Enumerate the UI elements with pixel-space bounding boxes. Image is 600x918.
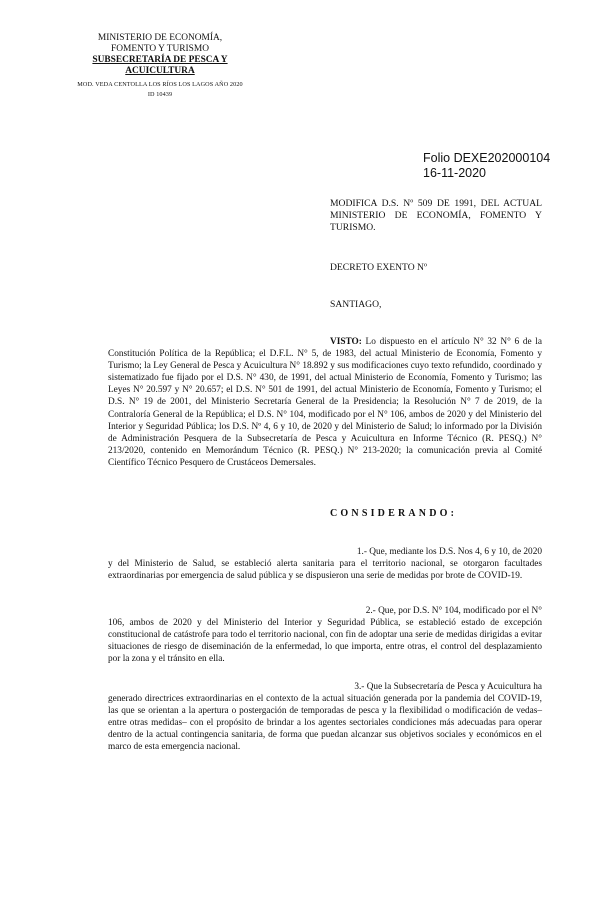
decree-subject: MODIFICA D.S. Nº 509 DE 1991, DEL ACTUAL MINISTERIO DE ECONOMÍA, FOMENTO Y TURISMO. <box>330 198 542 233</box>
folio-block <box>423 151 550 181</box>
considerando-title: CONSIDERANDO: <box>330 508 458 519</box>
place-label: SANTIAGO, <box>330 299 382 310</box>
ministry-line-2: FOMENTO Y TURISMO <box>111 44 209 54</box>
considerando-3 <box>108 681 542 754</box>
folio-number: Folio DEXE202000104 <box>423 151 551 165</box>
considerando-1 <box>108 546 542 582</box>
considerando-2-text: 106, ambos de 2020 y del Ministerio del Interior y Seguridad Pública, se estableció estado de excepción constitucional de catástrofe para todo el territorio nacional, con fin de adoptar una serie de medidas dirigidas a evitar situaciones de riesgo de diseminación de la enfermedad, lo que importa, entre otras, el control del desplazamiento por la zona y el tránsito en ella. <box>108 618 542 665</box>
subsecretaria-line-2: ACUICULTURA <box>125 66 195 76</box>
decree-label: DECRETO EXENTO Nº <box>330 262 427 273</box>
visto-lead: VISTO: <box>330 337 362 347</box>
considerando-3-text: generado directrices extraordinarias en el contexto de la actual situación generada por la pandemia del COVID-19, las que se orientan a la apertura o postergación de temporadas de pesca y la flexibilidad o modificación de vedas–entre otras medidas– con el propósito de brindar a los agentes sectoriales condiciones más adecuadas para operar dentro de la actual contingencia sanitaria, de forma que puedan alcanzar sus objetivos sociales y económicos en el marco de esta emergencia nacional. <box>108 694 542 753</box>
considerando-2-lead: 2.- Que, por D.S. N° 104, modificado por el N° <box>365 606 542 616</box>
considerando-2 <box>108 605 542 665</box>
visto-text: Lo dispuesto en el artículo N° 32 N° 6 de la Constitución Política de la República; el D.F.L. N° 5, de 1983, del actual Ministerio de Economía, Fomento y Turismo; la Ley General de Pesca y Acuicultura N° 18.892 y sus modificaciones cuyo texto refundido, coordinado y sistematizado fue fijado por el D.S. N° 430, de 1991, del actual Ministerio de Economía, Fomento y Turismo; las Leyes N° 20.597 y N° 20.657; el D.S. N° 501 de 1991, del actual Ministerio de Economía, Fomento y Turismo; el D.S. N° 19 de 2001, del Ministerio Secretaría General de la Presidencia; la Resolución N° 7 de 2019, de la Contraloría General de la República; el D.S. N° 104, modificado por el N° 106, ambos de 2020 y del Ministerio del Interior y Seguridad Pública; los D.S. Nº 4, 6 y 10, de 2020 y del Ministerio de Salud; lo informado por la División de Administración Pesquera de la Subsecretaría de Pesca y Acuicultura en Informe Técnico (R. PESQ.) N° 213/2020, contenido en Memorándum Técnico (R. PESQ.) N° 213-2020; la comunicación previa al Comité Científico Técnico Pesquero de Crustáceos Demersales. <box>108 337 542 468</box>
folio-date: 16-11-2020 <box>423 166 487 180</box>
visto-paragraph <box>108 336 542 469</box>
id-reference: ID 10439 <box>147 91 173 98</box>
subsecretaria-line-1: SUBSECRETARÍA DE PESCA Y <box>92 55 228 65</box>
considerando-1-text: y del Ministerio de Salud, se estableció alerta sanitaria para el territorio nacional, se otorgaron facultades extraordinarias por emergencia de salud pública y se dispusieron una serie de medidas por brote de COVID-19. <box>108 559 542 582</box>
mod-reference: MOD. VEDA CENTOLLA LOS RÍOS LOS LAGOS AÑO 2020 <box>77 81 243 88</box>
considerando-1-lead: 1.- Que, mediante los D.S. Nos 4, 6 y 10, de 2020 <box>356 547 542 557</box>
ministry-line-1: MINISTERIO DE ECONOMÍA, <box>97 33 223 43</box>
ministry-header <box>40 33 280 77</box>
considerando-3-lead: 3.- Que la Subsecretaría de Pesca y Acuicultura ha <box>354 682 542 692</box>
